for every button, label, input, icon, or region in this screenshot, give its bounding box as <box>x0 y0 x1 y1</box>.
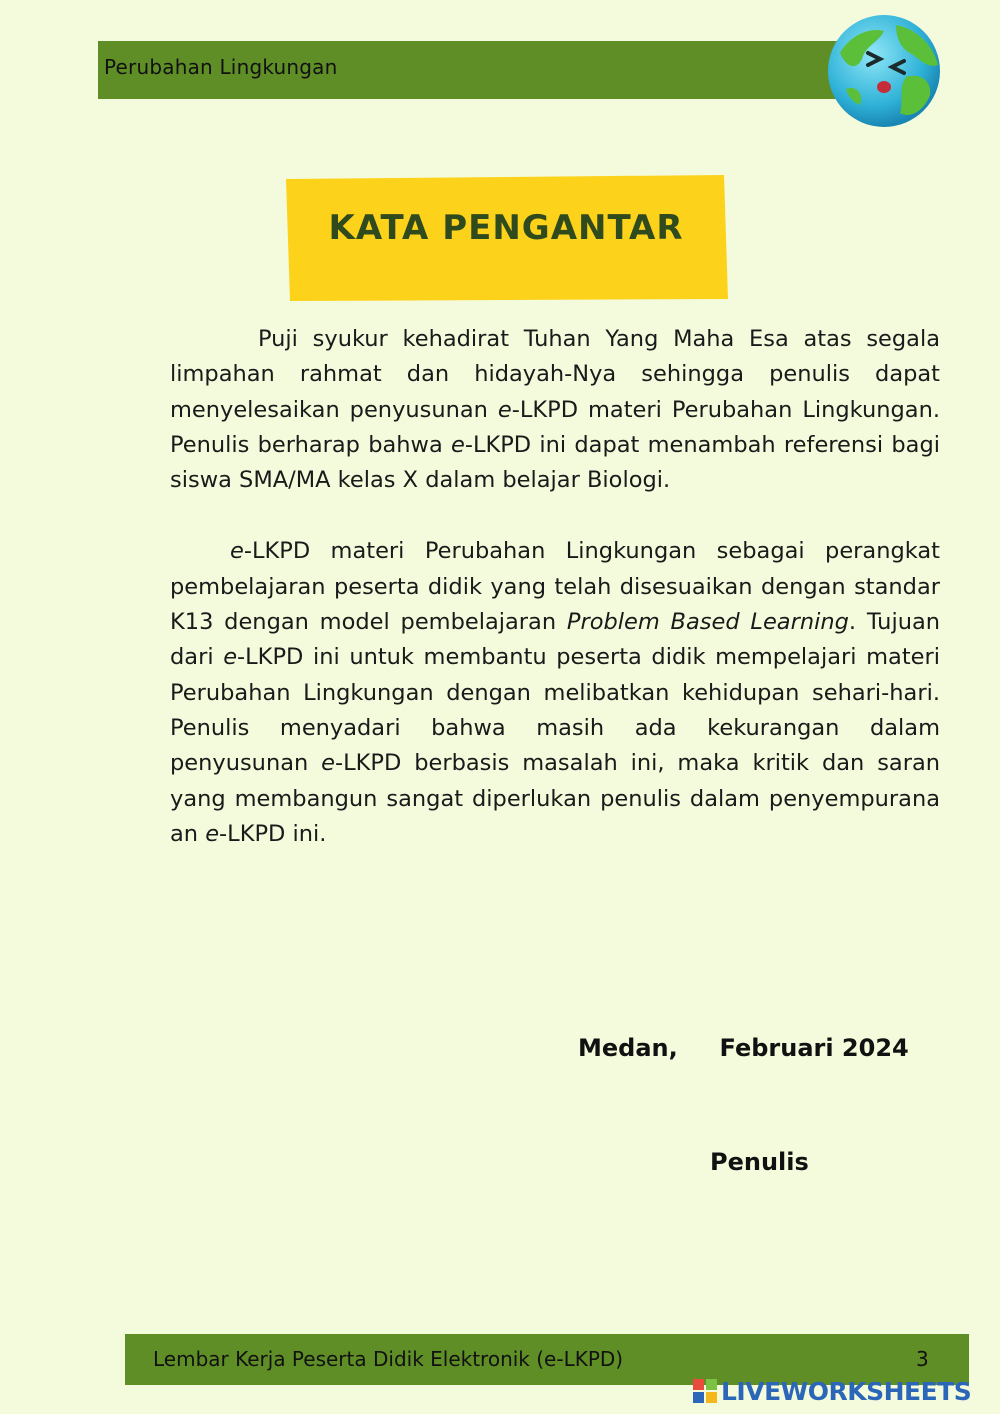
watermark-text: LIVEWORKSHEETS <box>721 1376 972 1406</box>
author-signature: Penulis <box>710 1148 809 1176</box>
footer-text: Lembar Kerja Peserta Didik Elektronik (e-LKPD) <box>153 1347 624 1371</box>
page-number: 3 <box>916 1347 929 1371</box>
place-date: Medan, Februari 2024 <box>578 1034 909 1062</box>
paragraph-2: e-LKPD materi Perubahan Lingkungan sebagai perangkat pembelajaran peserta didik yang telah disesuaikan dengan standar K13 dengan model pembelajaran Problem Based Learning. Tujuan dari e-LKPD ini untuk membantu peserta didik mempelajari materi Perubahan Lingkungan dengan melibatkan kehidupan sehari-hari. Penulis menyadari bahwa masih ada kekurangan dalam penyusunan e-LKPD berbasis masalah ini, maka kritik dan saran yang membangun sangat diperlukan penulis dalam penyempurana an e-LKPD ini. <box>170 538 941 847</box>
globe-icon <box>826 13 942 129</box>
liveworksheets-logo-icon <box>693 1379 717 1403</box>
liveworksheets-watermark[interactable] <box>693 1376 971 1406</box>
body-text <box>170 322 940 852</box>
header-title: Perubahan Lingkungan <box>104 55 338 79</box>
paragraph-1: Puji syukur kehadirat Tuhan Yang Maha Esa atas segala limpahan rahmat dan hidayah-Nya sehingga penulis dapat menyelesaikan penyusunan e-LKPD materi Perubahan Lingkungan. Penulis berharap bahwa e-LKPD ini dapat menambah referensi bagi siswa SMA/MA kelas X dalam belajar Biologi. <box>170 326 940 494</box>
page-title: KATA PENGANTAR <box>328 208 684 248</box>
